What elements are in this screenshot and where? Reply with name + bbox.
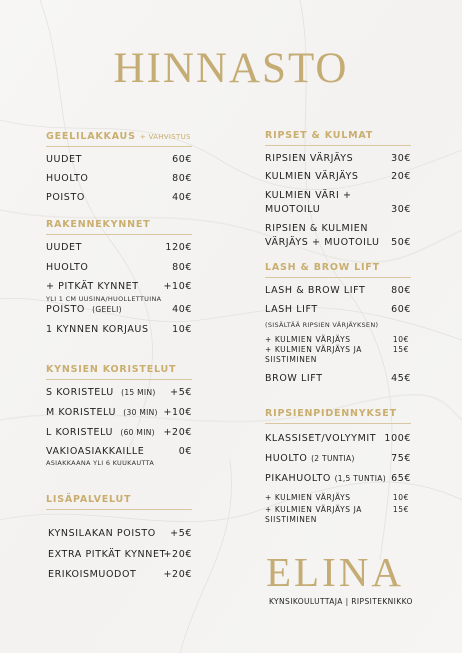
- price-row: [265, 492, 411, 505]
- item-price: 30€: [391, 153, 411, 164]
- item-price: 15€: [392, 505, 409, 514]
- item-name: KYNSILAKAN POISTO: [48, 528, 156, 539]
- item-name: EXTRA PITKÄT KYNNET: [48, 549, 166, 560]
- item-name: PIKAHUOLTO (1,5 TUNTIA): [265, 473, 386, 484]
- item-price: 10€: [392, 335, 409, 344]
- item-name: POISTO (GEELI): [46, 304, 122, 315]
- item-price: 10€: [172, 324, 192, 335]
- item-name: RIPSIEN & KULMIEN VÄRJÄYS + MUOTOILU: [265, 223, 380, 248]
- price-row: [265, 153, 411, 171]
- section-geelilakkaus: [46, 131, 192, 211]
- section-heading: GEELILAKKAUS + VAHVISTUS: [46, 131, 192, 147]
- item-name: VAKIOASIAKKAILLE: [46, 446, 145, 457]
- item-price: 50€: [391, 237, 411, 248]
- section-kynsien-koristelut: [46, 364, 192, 468]
- price-row: [265, 505, 411, 529]
- item-price: 40€: [172, 192, 192, 203]
- price-row: [46, 528, 192, 549]
- item-name: ERIKOISMUODOT: [48, 569, 137, 580]
- item-name: KULMIEN VÄRI + MUOTOILU: [265, 190, 352, 215]
- item-name: + KULMIEN VÄRJÄYS JA SIISTIMINEN: [265, 505, 363, 524]
- price-row: [46, 304, 192, 324]
- price-row: [265, 190, 411, 223]
- page-title: HINNASTO: [113, 45, 349, 92]
- price-row: [265, 453, 411, 473]
- section-rakennekynnet: [46, 219, 192, 343]
- item-price: 30€: [391, 204, 411, 215]
- section-ripset-kulmat: [265, 130, 411, 253]
- item-price: 120€: [165, 242, 192, 253]
- item-price: 65€: [391, 473, 411, 484]
- price-row: [265, 473, 411, 492]
- price-row: [265, 433, 411, 453]
- price-row: [265, 334, 411, 345]
- item-price: 20€: [391, 171, 411, 182]
- price-row: [265, 345, 411, 373]
- section-heading: KYNSIEN KORISTELUT: [46, 364, 192, 380]
- item-name: + KULMIEN VÄRJÄYS: [265, 493, 351, 502]
- price-row: [265, 373, 411, 392]
- price-row: [46, 446, 192, 468]
- item-price: 15€: [392, 345, 409, 354]
- item-name: HUOLTO: [46, 173, 89, 184]
- item-price: +20€: [163, 427, 192, 438]
- section-heading: RIPSIENPIDENNYKSET: [265, 408, 411, 424]
- item-name: RIPSIEN VÄRJÄYS: [265, 153, 354, 164]
- item-note: (SISÄLTÄÄ RIPSIEN VÄRJÄYKSEN): [265, 321, 379, 329]
- section-lisapalvelut: [46, 494, 192, 589]
- item-price: +10€: [163, 281, 192, 292]
- item-name: M KORISTELU (30 MIN): [46, 407, 158, 418]
- item-price: +20€: [163, 549, 192, 560]
- item-price: 60€: [172, 154, 192, 165]
- item-name: HUOLTO: [46, 262, 89, 273]
- item-price: +10€: [163, 407, 192, 418]
- price-row: [46, 154, 192, 173]
- item-name: L KORISTELU (60 MIN): [46, 427, 155, 438]
- item-price: 60€: [391, 304, 411, 315]
- item-name: S KORISTELU (15 MIN): [46, 387, 156, 398]
- item-price: 100€: [384, 433, 411, 444]
- item-price: +5€: [170, 387, 192, 398]
- price-row: [265, 171, 411, 190]
- item-price: 80€: [391, 285, 411, 296]
- price-row: [46, 192, 192, 211]
- item-note: ASIAKKAANA YLI 6 KUUKAUTTA: [46, 459, 155, 467]
- price-row: [46, 173, 192, 192]
- item-price: +20€: [163, 569, 192, 580]
- brand-name: ELINA: [266, 549, 404, 595]
- item-price: 0€: [178, 446, 192, 457]
- section-heading: LISÄPALVELUT: [46, 494, 192, 510]
- item-price: 45€: [391, 373, 411, 384]
- brand-tagline: KYNSIKOULUTTAJA | RIPSITEKNIKKO: [269, 597, 413, 606]
- price-row: [46, 242, 192, 262]
- item-price: 80€: [172, 173, 192, 184]
- price-row: [46, 549, 192, 569]
- item-name: UUDET: [46, 242, 83, 253]
- item-name: HUOLTO (2 TUNTIA): [265, 453, 355, 464]
- price-row: [46, 427, 192, 446]
- price-row: [46, 281, 192, 304]
- item-name: KLASSISET/VOLYYMIT: [265, 433, 377, 444]
- section-heading: RAKENNEKYNNET: [46, 219, 192, 235]
- item-name: UUDET: [46, 154, 83, 165]
- price-row: [46, 387, 192, 407]
- section-lash-brow-lift: [265, 262, 411, 392]
- item-name: + KULMIEN VÄRJÄYS JA SIISTIMINEN: [265, 345, 363, 364]
- price-row: [46, 324, 192, 343]
- price-row: [265, 304, 411, 334]
- item-price: 75€: [391, 453, 411, 464]
- item-name: KULMIEN VÄRJÄYS: [265, 171, 359, 182]
- price-row: [265, 223, 411, 253]
- item-price: 80€: [172, 262, 192, 273]
- item-price: +5€: [170, 528, 192, 539]
- section-ripsienpidennykset: [265, 408, 411, 529]
- price-row: [46, 262, 192, 281]
- item-name: 1 KYNNEN KORJAUS: [46, 324, 149, 335]
- item-name: LASH LIFT: [265, 304, 318, 315]
- price-row: [46, 569, 192, 589]
- section-heading: LASH & BROW LIFT: [265, 262, 411, 278]
- price-row: [46, 407, 192, 427]
- item-note: YLI 1 CM UUSINA/HUOLLETTUINA: [46, 295, 162, 303]
- item-name: + PITKÄT KYNNET: [46, 281, 139, 292]
- item-price: 10€: [392, 493, 409, 502]
- item-name: LASH & BROW LIFT: [265, 285, 366, 296]
- section-heading: RIPSET & KULMAT: [265, 130, 411, 146]
- item-price: 40€: [172, 304, 192, 315]
- item-name: POISTO: [46, 192, 85, 203]
- price-row: [265, 285, 411, 304]
- item-name: + KULMIEN VÄRJÄYS: [265, 335, 351, 344]
- item-name: BROW LIFT: [265, 373, 323, 384]
